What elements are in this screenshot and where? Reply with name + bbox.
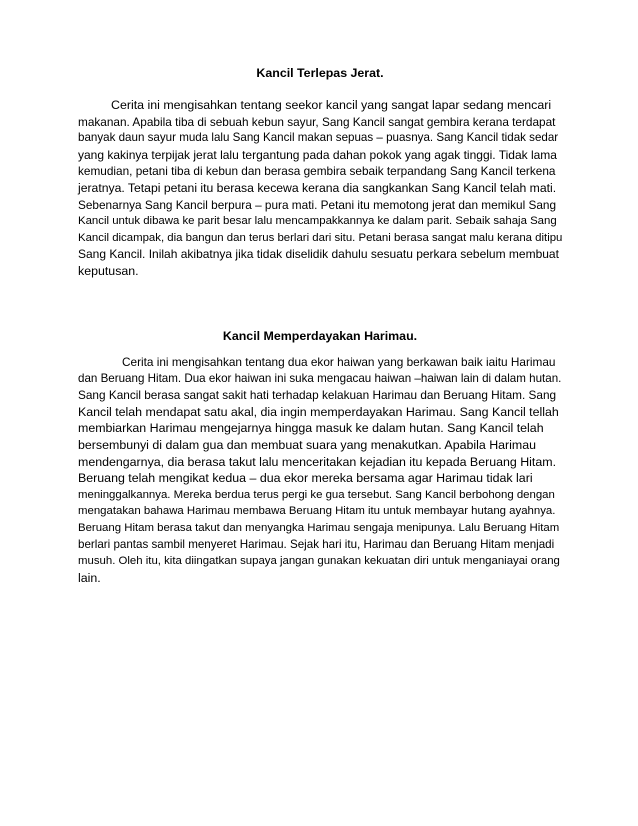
paragraph-line: Kancil telah mendapat satu akal, dia ingin memperdayakan Harimau. Sang Kancil tellah: [78, 404, 559, 419]
paragraph-line: Cerita ini mengisahkan tentang dua ekor haiwan yang berkawan baik iaitu Harimau: [122, 355, 556, 369]
paragraph-line: Kancil dicampak, dia bangun dan terus berlari dari situ. Petani berasa sangat malu kerana ditipu: [78, 231, 563, 244]
paragraph-line: mendengarnya, dia berasa takut lalu menceritakan kejadian itu kepada Beruang Hitam.: [78, 454, 557, 469]
paragraph-line: meninggalkannya. Mereka berdua terus pergi ke gua tersebut. Sang Kancil berbohong dengan: [78, 488, 555, 501]
paragraph-line: bersembunyi di dalam gua dan membuat suara yang menakutkan. Apabila Harimau: [78, 437, 537, 452]
story-title: Kancil Terlepas Jerat.: [256, 66, 384, 80]
paragraph-line: keputusan.: [78, 263, 139, 278]
paragraph-line: Beruang Hitam berasa takut dan menyangka Harimau sengaja menipunya. Lalu Beruang Hitam: [78, 521, 560, 534]
paragraph-line: musuh. Oleh itu, kita diingatkan supaya jangan gunakan kekuatan diri untuk menganiayai orang: [78, 555, 560, 568]
paragraph-line: Sang Kancil berasa sangat sakit hati terhadap kelakuan Harimau dan Beruang Hitam. Sang: [78, 388, 557, 403]
paragraph-line: dan Beruang Hitam. Dua ekor haiwan ini suka mengacau haiwan –haiwan lain di dalam hutan.: [78, 371, 562, 385]
paragraph-line: mengatakan bahawa Harimau membawa Beruang Hitam itu untuk membayar hutang ayahnya.: [78, 505, 556, 518]
story-section-kancil-terlepas-jerat: [78, 65, 562, 280]
paragraph-line: lain.: [78, 570, 101, 585]
paragraph-line: makanan. Apabila tiba di sebuah kebun sayur, Sang Kancil sangat gembira kerana terdapat: [78, 114, 556, 129]
paragraph-line: yang kakinya terpijak jerat lalu tergantung pada dahan pokok yang agak tinggi. Tidak lama: [78, 147, 557, 162]
story-title: Kancil Memperdayakan Harimau.: [222, 329, 418, 343]
paragraph-line: Kancil untuk dibawa ke parit besar lalu mencampakkannya ke dalam parit. Sebaik sahaja Sang: [78, 215, 557, 228]
story-section-kancil-memperdayakan-harimau: [78, 328, 562, 586]
paragraph-line: membiarkan Harimau mengejarnya hingga masuk ke dalam hutan. Sang Kancil telah: [78, 421, 544, 436]
paragraph-line: Cerita ini mengisahkan tentang seekor kancil yang sangat lapar sedang mencari: [111, 98, 552, 112]
paragraph-line: jeratnya. Tetapi petani itu berasa kecewa kerana dia sangkankan Sang Kancil telah mati.: [78, 180, 557, 195]
paragraph-line: kemudian, petani tiba di kebun dan berasa gembira sebaik terpandang Sang Kancil terkena: [78, 164, 556, 179]
paragraph-line: Sebenarnya Sang Kancil berpura – pura mati. Petani itu memotong jerat dan memikul Sang: [78, 197, 557, 212]
paragraph-line: banyak daun sayur muda lalu Sang Kancil makan sepuas – puasnya. Sang Kancil tidak sedar: [78, 131, 559, 145]
paragraph-line: berlari pantas sambil menyeret Harimau. Sejak hari itu, Harimau dan Beruang Hitam menjadi: [78, 537, 555, 551]
paragraph-line: Sang Kancil. Inilah akibatnya jika tidak diselidik dahulu sesuatu perkara sebelum membuat: [78, 247, 559, 262]
paragraph-line: Beruang telah mengikat kedua – dua ekor mereka bersama agar Harimau tidak lari: [78, 471, 533, 486]
